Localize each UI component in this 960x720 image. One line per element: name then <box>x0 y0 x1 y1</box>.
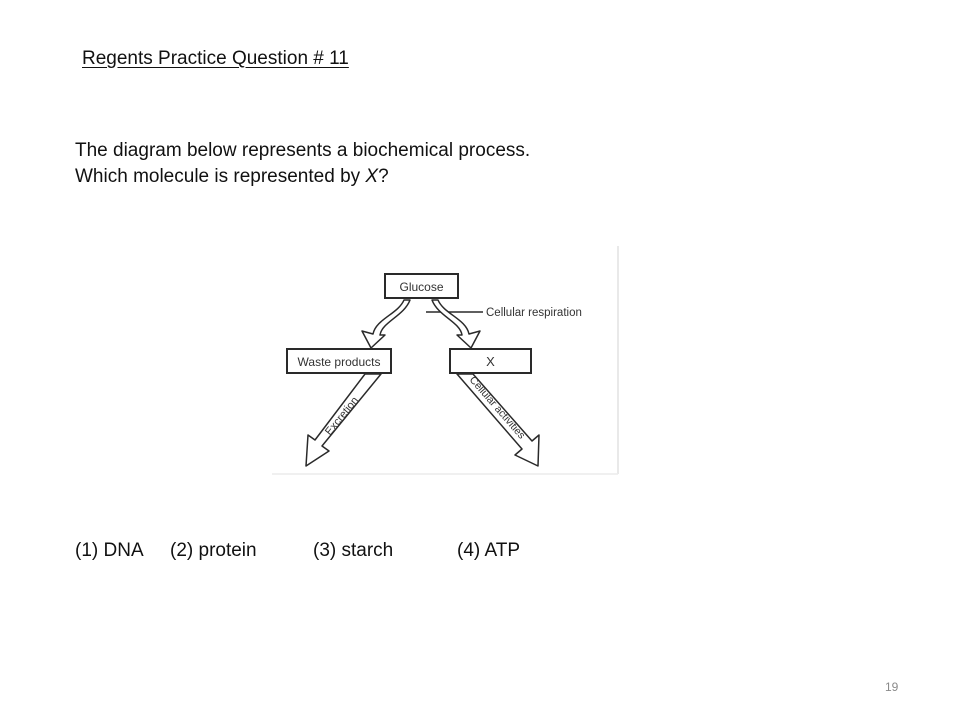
question-suffix: ? <box>378 166 389 187</box>
slide-title: Regents Practice Question # 11 <box>82 48 349 69</box>
glucose-label: Glucose <box>399 280 444 294</box>
answer-option-2: (2) protein <box>170 540 257 561</box>
question-variable: X <box>365 166 379 187</box>
excretion-label: Excretion <box>323 394 362 438</box>
question-line-1: The diagram below represents a biochemical process. <box>75 140 531 161</box>
glucose-box <box>385 274 458 298</box>
cellular-respiration-label: Cellular respiration <box>486 307 582 319</box>
question-prefix: Which molecule is represented by <box>75 166 366 187</box>
cellular-activities-arrow <box>457 374 539 466</box>
page-number: 19 <box>885 680 899 694</box>
question-text <box>75 138 530 190</box>
arrow-glucose-to-x <box>432 300 480 348</box>
diagram-svg <box>270 244 620 476</box>
waste-products-label: Waste products <box>297 355 381 369</box>
arrow-glucose-to-waste <box>362 300 410 348</box>
x-box <box>450 349 531 373</box>
x-label: X <box>486 354 495 369</box>
answer-option-3: (3) starch <box>313 540 394 561</box>
answer-option-1: (1) DNA <box>75 540 144 561</box>
waste-products-box <box>287 349 391 373</box>
answer-option-4: (4) ATP <box>457 540 520 561</box>
cellular-activities-label: Cellular activities <box>466 374 528 442</box>
biochemical-process-diagram <box>270 244 620 476</box>
question-line-2 <box>75 164 530 190</box>
